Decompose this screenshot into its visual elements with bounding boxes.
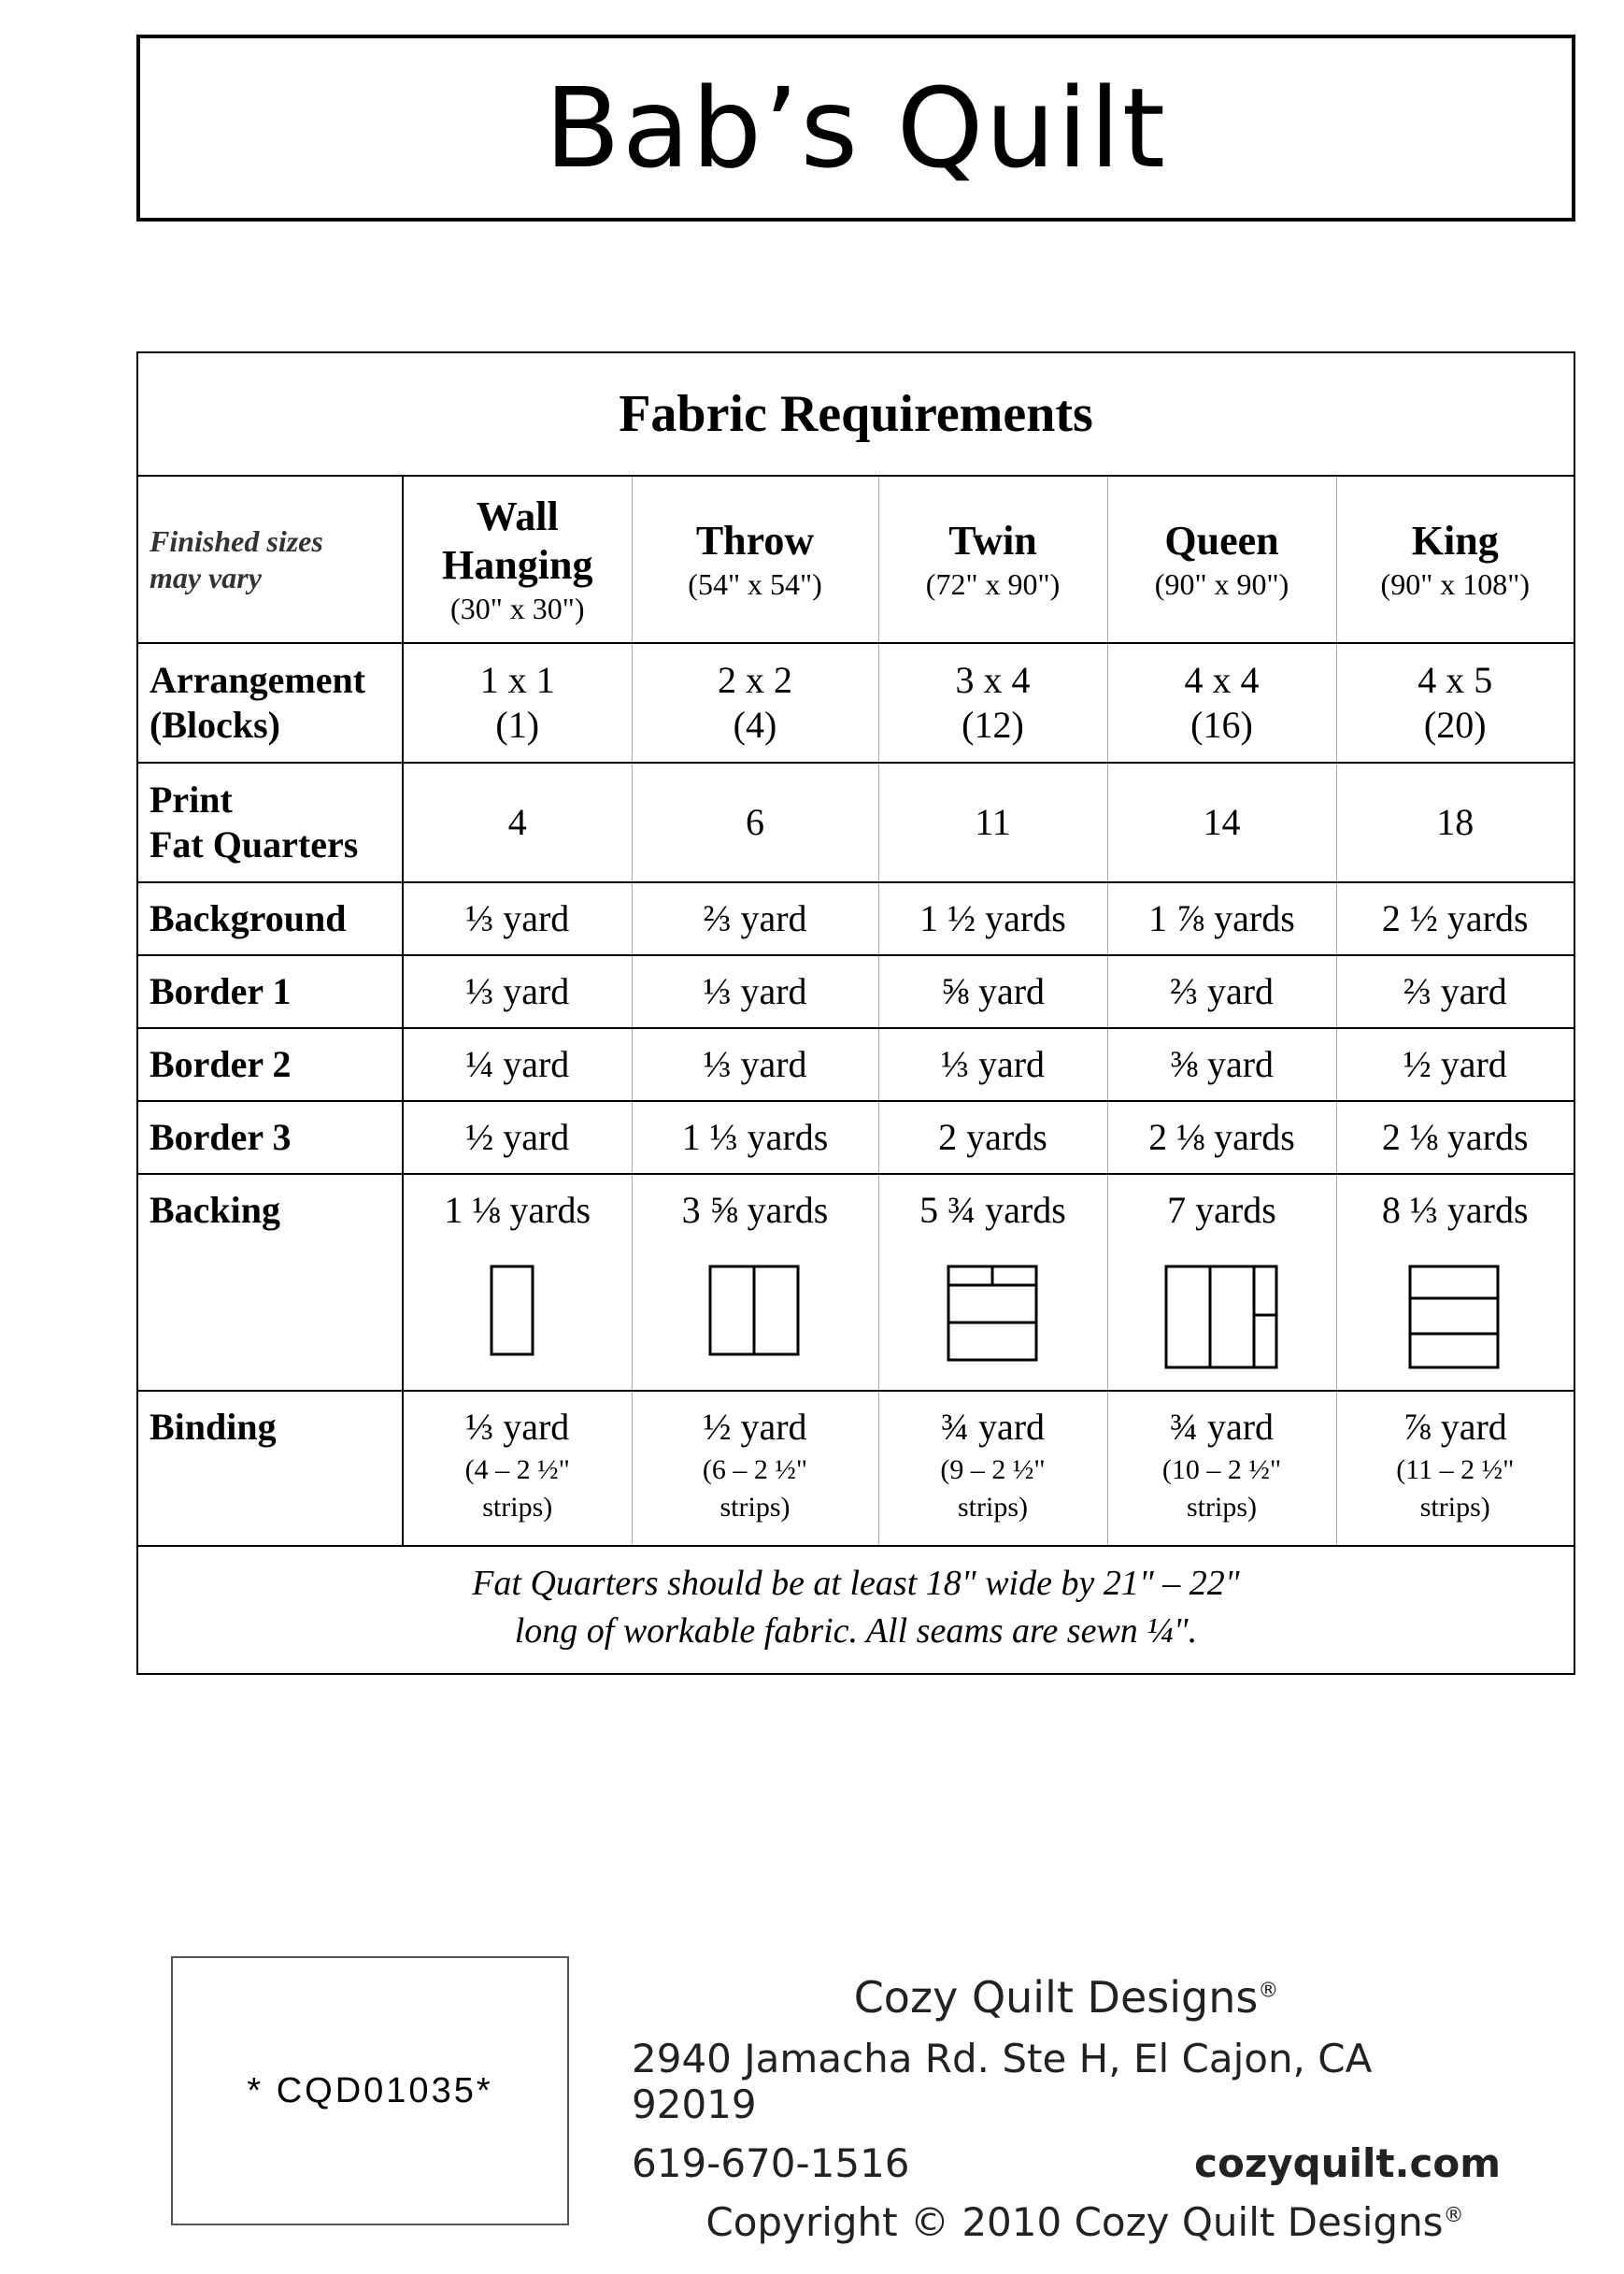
fat-quarters-cell: 18 — [1336, 763, 1574, 882]
phone: 619-670-1516 — [632, 2140, 910, 2186]
backing-diagram-twin — [947, 1265, 1040, 1367]
border3-cell: 2 ⅛ yards — [1336, 1101, 1574, 1174]
border3-label: Border 3 — [138, 1101, 403, 1174]
company-name: Cozy Quilt Designs® — [853, 1972, 1279, 2023]
address: 2940 Jamacha Rd. Ste H, El Cajon, CA 92019 — [632, 2036, 1373, 2127]
binding-cell: ⅓ yard (4 – 2 ½" strips) — [403, 1391, 632, 1546]
fat-quarters-cell: 14 — [1107, 763, 1336, 882]
border1-label: Border 1 — [138, 955, 403, 1028]
arrangement-cell: 1 x 1 (1) — [403, 643, 632, 763]
border3-cell: 1 ⅓ yards — [632, 1101, 878, 1174]
size-wall-hanging: Wall Hanging (30" x 30") — [403, 477, 632, 643]
website-link[interactable]: cozyquilt.com — [1194, 2140, 1501, 2186]
title-box — [136, 35, 1575, 222]
barcode-text: * CQD01035* — [247, 2070, 493, 2110]
backing-diagram-king — [1408, 1265, 1502, 1373]
border3-cell: 2 yards — [878, 1101, 1107, 1174]
page-title: Bab’s Quilt — [544, 64, 1168, 193]
border1-cell: ⅔ yard — [1336, 955, 1574, 1028]
backing-cell: 1 ⅛ yards — [403, 1174, 632, 1391]
arrangement-row — [138, 643, 1574, 763]
backing-cell: 3 ⅝ yards — [632, 1174, 878, 1391]
phone-web-row — [632, 2140, 1501, 2186]
border2-row — [138, 1028, 1574, 1101]
background-row — [138, 882, 1574, 955]
arrangement-cell: 4 x 5 (20) — [1336, 643, 1574, 763]
background-cell: 1 ½ yards — [878, 882, 1107, 955]
border2-cell: ⅓ yard — [632, 1028, 878, 1101]
backing-row — [138, 1174, 1574, 1391]
backing-diagram-queen — [1164, 1265, 1280, 1373]
binding-cell: ¾ yard (9 – 2 ½" strips) — [878, 1391, 1107, 1546]
border2-cell: ⅓ yard — [878, 1028, 1107, 1101]
border2-label: Border 2 — [138, 1028, 403, 1101]
binding-cell: ⅞ yard (11 – 2 ½" strips) — [1336, 1391, 1574, 1546]
arrangement-cell: 3 x 4 (12) — [878, 643, 1107, 763]
border1-row — [138, 955, 1574, 1028]
fat-quarters-label: Print Fat Quarters — [138, 763, 403, 882]
header-row — [138, 477, 1574, 643]
backing-cell: 7 yards — [1107, 1174, 1336, 1391]
backing-cell: 8 ⅓ yards — [1336, 1174, 1574, 1391]
fabric-requirements-table — [136, 351, 1575, 1675]
copyright: Copyright © 2010 Cozy Quilt Designs® — [705, 2199, 1464, 2245]
sizes-note: Finished sizes may vary — [138, 477, 403, 643]
background-cell: 1 ⅞ yards — [1107, 882, 1336, 955]
border1-cell: ⅓ yard — [403, 955, 632, 1028]
binding-cell: ¾ yard (10 – 2 ½" strips) — [1107, 1391, 1336, 1546]
fat-quarters-cell: 4 — [403, 763, 632, 882]
size-twin: Twin (72" x 90") — [878, 477, 1107, 643]
background-label: Background — [138, 882, 403, 955]
backing-cell: 5 ¾ yards — [878, 1174, 1107, 1391]
background-cell: ⅔ yard — [632, 882, 878, 955]
arrangement-cell: 2 x 2 (4) — [632, 643, 878, 763]
backing-diagram-wall-hanging — [490, 1265, 546, 1367]
arrangement-label: Arrangement (Blocks) — [138, 643, 403, 763]
background-cell: 2 ½ yards — [1336, 882, 1574, 955]
size-throw: Throw (54" x 54") — [632, 477, 878, 643]
size-queen: Queen (90" x 90") — [1107, 477, 1336, 643]
background-cell: ⅓ yard — [403, 882, 632, 955]
size-king: King (90" x 108") — [1336, 477, 1574, 643]
binding-row — [138, 1391, 1574, 1546]
border3-cell: 2 ⅛ yards — [1107, 1101, 1336, 1174]
table-heading: Fabric Requirements — [138, 353, 1574, 477]
border1-cell: ⅓ yard — [632, 955, 878, 1028]
table-footnote: Fat Quarters should be at least 18" wide by 21" – 22" long of workable fabric. All seams are sewn ¼". — [472, 1564, 1240, 1652]
fat-quarters-cell: 11 — [878, 763, 1107, 882]
border2-cell: ⅜ yard — [1107, 1028, 1336, 1101]
border3-cell: ½ yard — [403, 1101, 632, 1174]
backing-label: Backing — [138, 1174, 403, 1391]
binding-label: Binding — [138, 1391, 403, 1546]
fat-quarters-cell: 6 — [632, 763, 878, 882]
binding-cell: ½ yard (6 – 2 ½" strips) — [632, 1391, 878, 1546]
border3-row — [138, 1101, 1574, 1174]
arrangement-cell: 4 x 4 (16) — [1107, 643, 1336, 763]
barcode-box — [171, 1956, 569, 2225]
fat-quarters-row — [138, 763, 1574, 882]
contact-block — [632, 1972, 1501, 2245]
border1-cell: ⅔ yard — [1107, 955, 1336, 1028]
border1-cell: ⅝ yard — [878, 955, 1107, 1028]
border2-cell: ¼ yard — [403, 1028, 632, 1101]
border2-cell: ½ yard — [1336, 1028, 1574, 1101]
backing-diagram-throw — [708, 1265, 802, 1358]
